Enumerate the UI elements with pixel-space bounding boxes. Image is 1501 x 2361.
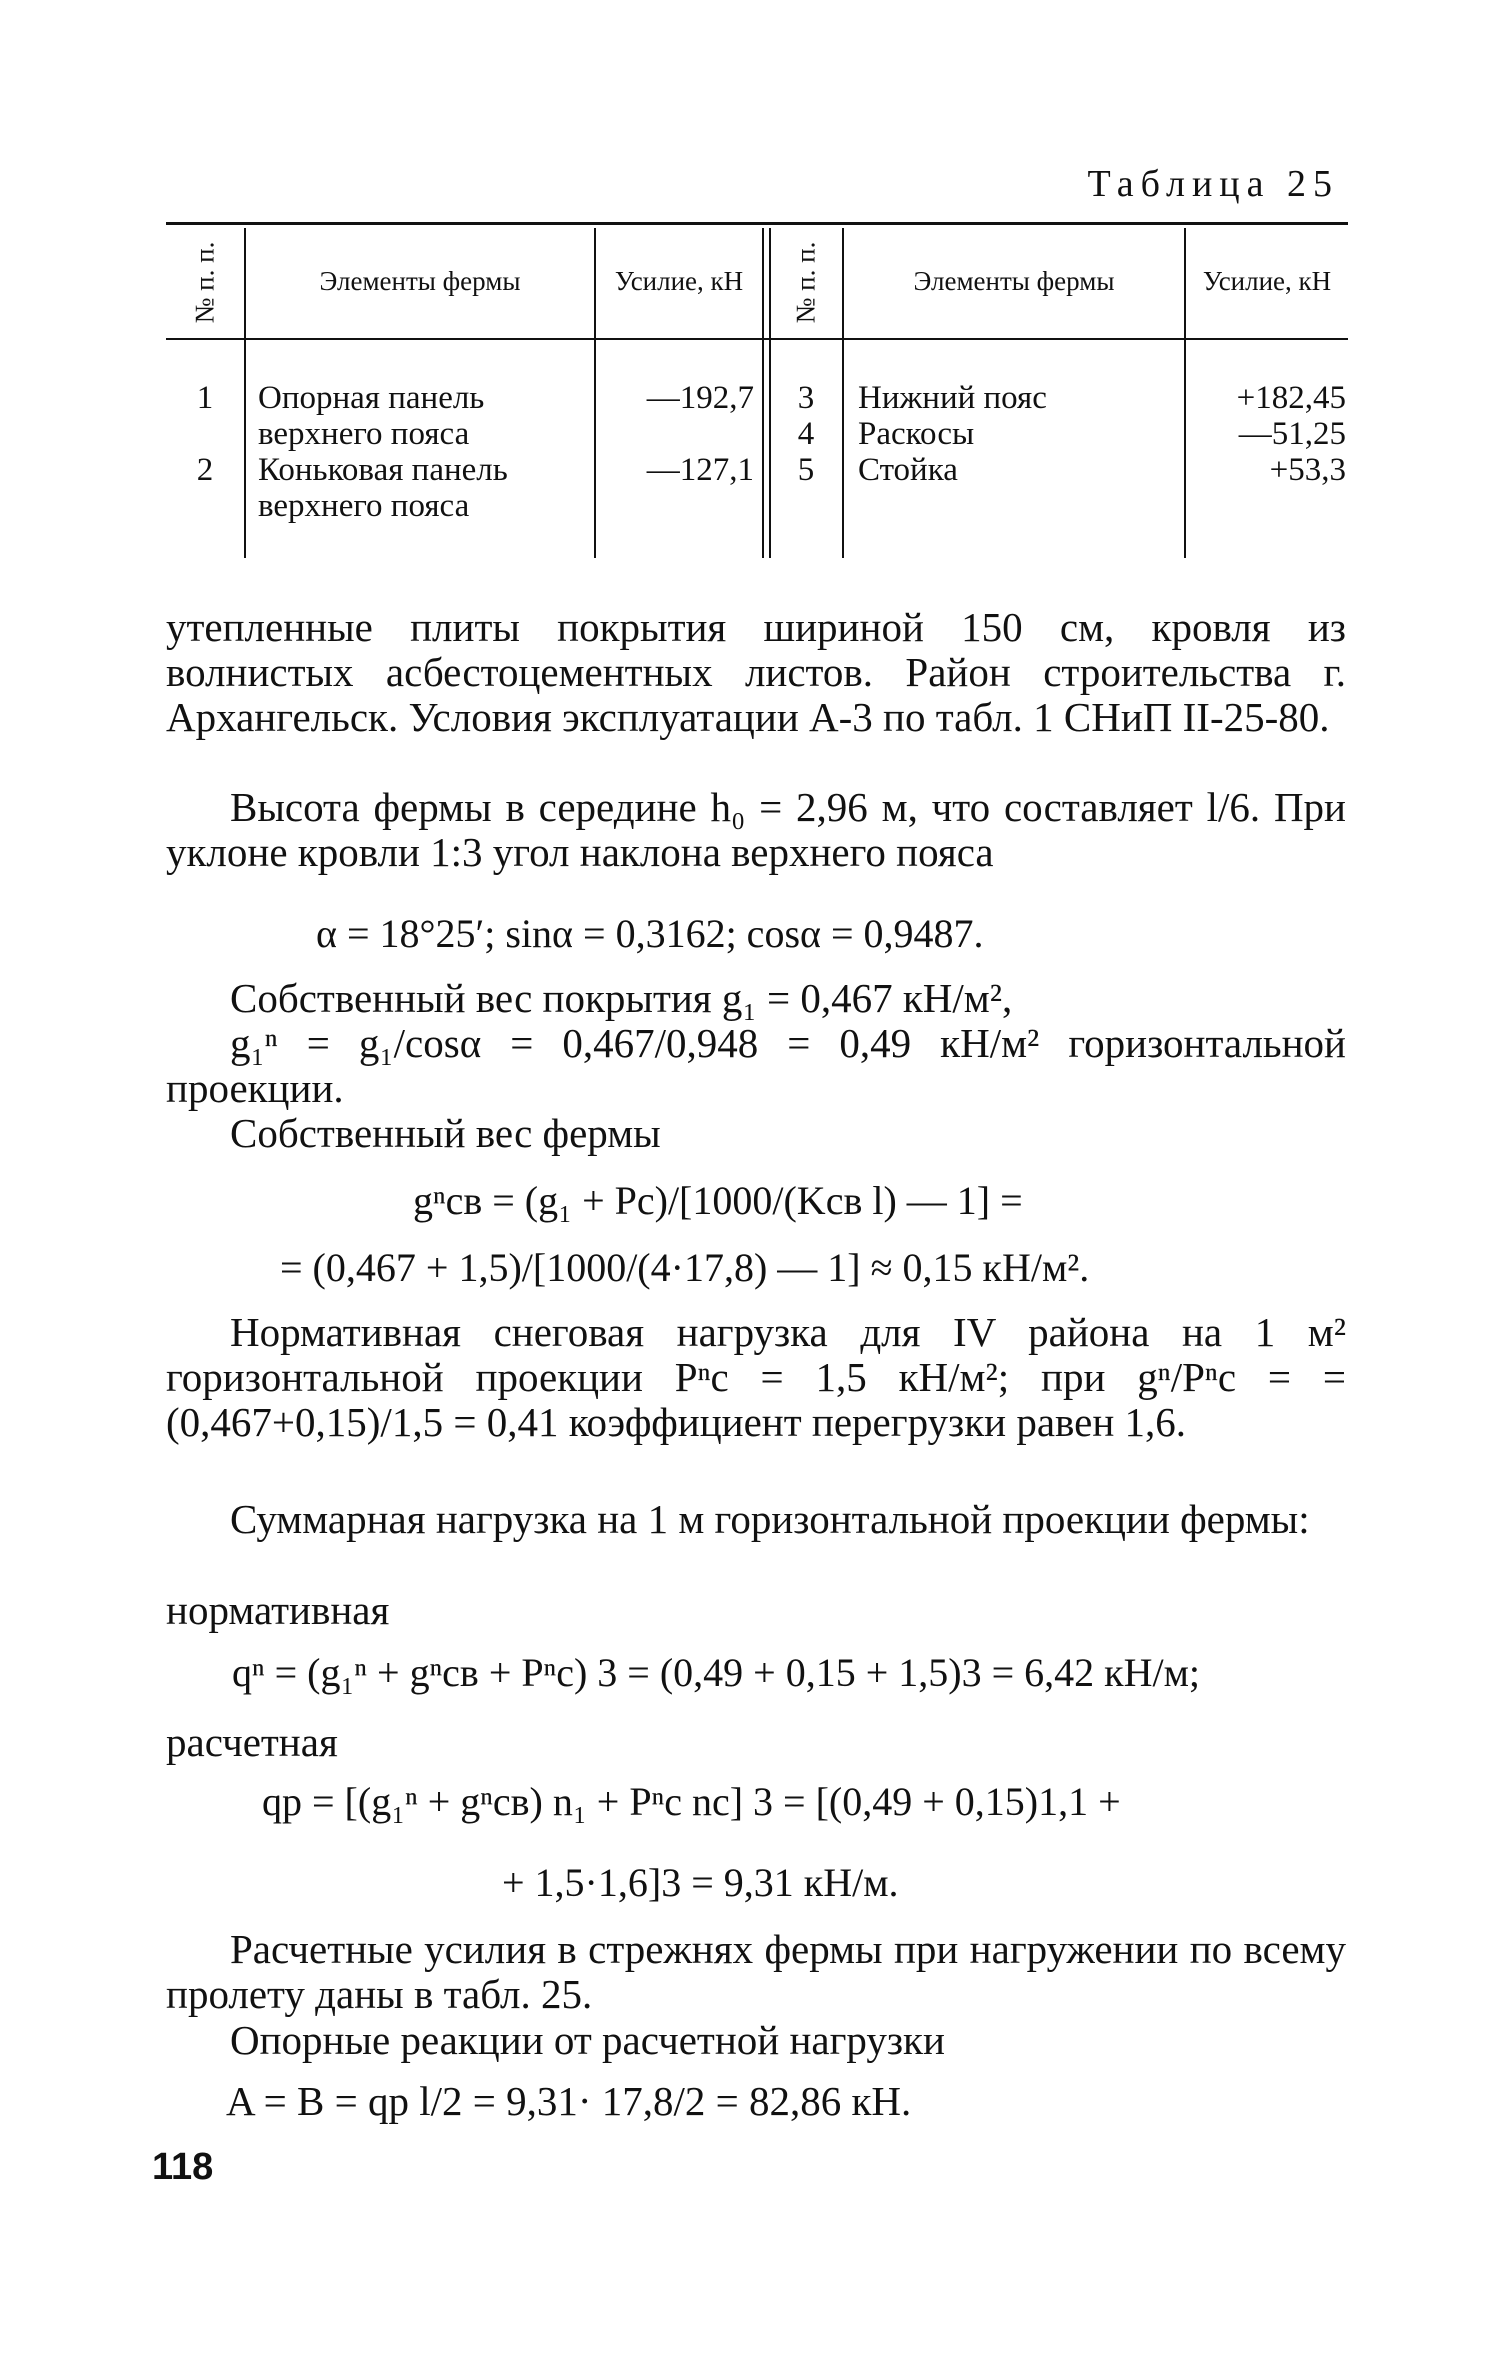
paragraph: Нормативная снеговая нагрузка для IV района на 1 м² горизонтальной проекции Pⁿс = 1,5 кН/м²; при gⁿ/Pⁿс = = (0,467+0,15)/1,5 = 0,41 коэффициент перегрузки равен 1,6. — [166, 1309, 1346, 1445]
formula: qⁿ = (g₁ⁿ + gⁿсв + Pⁿс) 3 = (0,49 + 0,15 + 1,5)3 = 6,42 кН/м; — [232, 1650, 1201, 1695]
paragraph: Собственный вес фермы — [230, 1110, 661, 1156]
table-cell-element: Коньковая панель верхнего пояса — [258, 452, 508, 524]
table-cell-num: 2 — [196, 452, 214, 488]
table-cell-element: Раскосы — [858, 416, 975, 452]
label-design: расчетная — [166, 1719, 338, 1765]
header-num: № п. п. — [790, 241, 821, 323]
table-cell-force: —192,7 — [646, 380, 754, 416]
table-cell-num: 4 — [797, 416, 815, 452]
table-cell-element: Нижний пояс — [858, 380, 1047, 416]
table-cell-force: —51,25 — [1238, 416, 1346, 452]
paragraph: g₁ⁿ = g₁/cosα = 0,467/0,948 = 0,49 кН/м² горизонтальной проекции. — [166, 1020, 1346, 1111]
formula: gⁿсв = (g₁ + Pс)/[1000/(Kсв l) — 1] = — [413, 1178, 1023, 1223]
paragraph: Опорные реакции от расчетной нагрузки — [230, 2017, 945, 2063]
formula: A = B = qр l/2 = 9,31· 17,8/2 = 82,86 кН. — [226, 2078, 912, 2124]
header-force: Усилие, кН — [614, 266, 744, 297]
paragraph: Суммарная нагрузка на 1 м горизонтальной проекции фермы: — [230, 1496, 1310, 1542]
paragraph: Высота фермы в середине h₀ = 2,96 м, что составляет l/6. При уклоне кровли 1:3 угол наклона верхнего пояса — [166, 784, 1346, 875]
paragraph: Расчетные усилия в стрежнях фермы при нагружении по всему пролету даны в табл. 25. — [166, 1926, 1346, 2017]
formula: + 1,5·1,6]3 = 9,31 кН/м. — [502, 1860, 899, 1905]
table-cell-num: 1 — [196, 380, 214, 416]
table-cell-element: Стойка — [858, 452, 958, 488]
table-cell-force: +53,3 — [1269, 452, 1346, 488]
table-cell-element: Опорная панель верхнего пояса — [258, 380, 485, 452]
table-header-rule — [166, 338, 1348, 340]
table-top-rule — [166, 222, 1348, 225]
formula: = (0,467 + 1,5)/[1000/(4·17,8) — 1] ≈ 0,15 кН/м². — [280, 1245, 1090, 1290]
forces-table — [166, 222, 1348, 558]
paragraph: утепленные плиты покрытия шириной 150 см, кровля из волнистых асбестоцементных листов. Район строительства г. Архангельск. Условия эксплуатации А-3 по табл. 1 СНиП II-25-80. — [166, 604, 1346, 740]
header-elements: Элементы фермы — [319, 266, 521, 297]
header-num: № п. п. — [189, 241, 220, 323]
table-cell-force: +182,45 — [1236, 380, 1346, 416]
table-cell-num: 5 — [797, 452, 815, 488]
header-force: Усилие, кН — [1202, 266, 1332, 297]
table-caption: Таблица 25 — [1087, 163, 1339, 205]
header-elements: Элементы фермы — [913, 266, 1115, 297]
table-cell-num: 3 — [797, 380, 815, 416]
page-number: 118 — [152, 2146, 214, 2188]
table-cell-force: —127,1 — [646, 452, 754, 488]
label-normative: нормативная — [166, 1587, 390, 1633]
formula: qр = [(g₁ⁿ + gⁿсв) n₁ + Pⁿс nс] 3 = [(0,49 + 0,15)1,1 + — [262, 1779, 1121, 1824]
formula: α = 18°25′; sinα = 0,3162; cosα = 0,9487. — [316, 911, 984, 956]
paragraph: Собственный вес покрытия g₁ = 0,467 кН/м², — [230, 975, 1013, 1021]
